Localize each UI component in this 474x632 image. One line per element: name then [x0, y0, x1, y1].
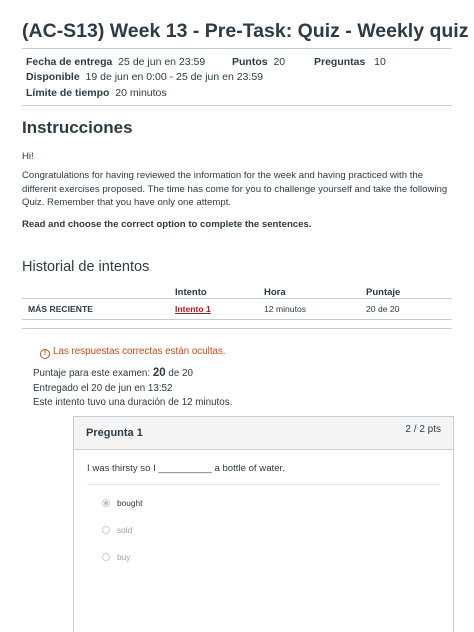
answer-option-bought[interactable]	[102, 498, 142, 508]
page-title: (AC-S13) Week 13 - Pre-Task: Quiz - Weekly quiz	[22, 20, 469, 42]
score-prefix: Puntaje para este examen:	[33, 368, 151, 379]
attempt-1-link[interactable]: Intento 1	[175, 304, 211, 314]
meta-divider	[22, 105, 452, 106]
instructions-directive: Read and choose the correct option to complete the sentences.	[22, 219, 312, 230]
question-divider	[87, 484, 440, 485]
points-label: Puntos	[232, 56, 268, 68]
meta-row-due	[26, 56, 446, 70]
answer-option-sold[interactable]	[102, 525, 132, 535]
column-header-time: Hora	[264, 287, 286, 298]
radio-icon[interactable]	[102, 526, 110, 534]
available-value: 19 de jun en 0:00 - 25 de jun en 23:59	[85, 71, 263, 83]
question-text: I was thirsty so I __________ a bottle of water.	[87, 463, 285, 474]
attempt-duration: Este intento tuvo una duración de 12 minutos.	[33, 397, 233, 408]
score-suffix: de 20	[168, 368, 193, 379]
instructions-greeting: Hi!	[22, 151, 34, 162]
instructions-heading: Instrucciones	[22, 118, 133, 137]
due-date-info	[26, 56, 205, 68]
answer-label: sold	[117, 525, 133, 535]
available-label: Disponible	[26, 71, 80, 83]
column-header-score: Puntaje	[366, 287, 401, 298]
time-limit-value: 20 minutos	[115, 87, 167, 99]
question-header	[74, 417, 453, 450]
quiz-score	[33, 367, 193, 379]
questions-label: Preguntas	[314, 56, 366, 68]
answer-label: bought	[117, 498, 143, 508]
answer-label: buy	[117, 552, 131, 562]
column-header-attempt: Intento	[175, 287, 207, 298]
points-info	[232, 56, 285, 68]
time-limit-label: Límite de tiempo	[26, 87, 110, 99]
title-divider	[22, 48, 452, 49]
question-card	[73, 416, 454, 632]
meta-row-time-limit	[26, 87, 167, 99]
points-value: 20	[273, 56, 286, 68]
table-row	[22, 299, 452, 320]
radio-icon[interactable]	[102, 553, 110, 561]
attempt-history-heading: Historial de intentos	[22, 259, 150, 275]
question-points: 2 / 2 pts	[405, 424, 441, 435]
question-title: Pregunta 1	[86, 427, 143, 439]
meta-row-available	[26, 71, 263, 83]
latest-attempt-label: MÁS RECIENTE	[28, 304, 93, 314]
answers-hidden-text: Las respuestas correctas están ocultas.	[53, 346, 226, 357]
due-date-value: 25 de jun en 23:59	[118, 56, 206, 68]
score-value: 20	[152, 367, 166, 379]
instructions-body: Congratulations for having reviewed the information for the week and having practiced with the different exercises proposed. The time has come for you to challenge yourself and take the following Quiz. Remember that you have only one attempt.	[22, 170, 448, 208]
answers-hidden-notice	[40, 346, 226, 359]
questions-info	[314, 56, 386, 68]
radio-selected-icon[interactable]	[102, 499, 110, 507]
due-date-label: Fecha de entrega	[26, 56, 113, 68]
attempt-score: 20 de 20	[366, 304, 400, 314]
questions-value: 10	[374, 56, 386, 68]
history-table-header	[22, 283, 452, 299]
attempt-time: 12 minutos	[264, 304, 307, 314]
submitted-date: Entregado el 20 de jun en 13:52	[33, 383, 173, 394]
answer-option-buy[interactable]	[102, 552, 130, 562]
warning-icon: !	[40, 349, 50, 359]
